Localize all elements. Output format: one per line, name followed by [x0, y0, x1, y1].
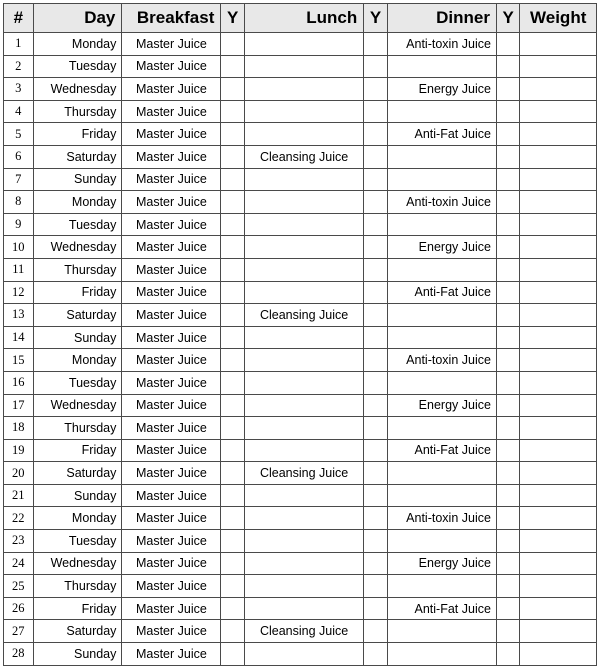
dinner-check-cell[interactable]: [496, 575, 519, 598]
dinner-check-cell[interactable]: [496, 462, 519, 485]
breakfast-check-cell[interactable]: [221, 123, 244, 146]
lunch-cell[interactable]: [244, 123, 363, 146]
lunch-check-cell[interactable]: [364, 213, 387, 236]
table-row: [4, 394, 597, 417]
row-number-cell: 16: [4, 371, 34, 394]
breakfast-check-cell[interactable]: [221, 258, 244, 281]
lunch-cell[interactable]: Cleansing Juice: [244, 304, 363, 327]
dinner-check-cell[interactable]: [496, 326, 519, 349]
breakfast-cell[interactable]: Master Juice: [122, 643, 221, 666]
breakfast-check-cell[interactable]: [221, 100, 244, 123]
dinner-check-cell[interactable]: [496, 371, 519, 394]
table-row: [4, 78, 597, 101]
day-cell: Monday: [33, 349, 122, 372]
weight-cell[interactable]: [520, 552, 597, 575]
lunch-check-cell[interactable]: [364, 620, 387, 643]
day-cell: Wednesday: [33, 236, 122, 259]
breakfast-check-cell[interactable]: [221, 484, 244, 507]
breakfast-check-cell[interactable]: [221, 213, 244, 236]
row-number-cell: 12: [4, 281, 34, 304]
dinner-cell[interactable]: Anti-Fat Juice: [387, 123, 496, 146]
breakfast-check-cell[interactable]: [221, 33, 244, 56]
lunch-cell[interactable]: [244, 168, 363, 191]
row-number-cell: 2: [4, 55, 34, 78]
weight-cell[interactable]: [520, 462, 597, 485]
dinner-check-cell[interactable]: [496, 55, 519, 78]
header-dinner-check: Y: [496, 4, 519, 33]
lunch-cell[interactable]: [244, 597, 363, 620]
breakfast-cell[interactable]: Master Juice: [122, 258, 221, 281]
dinner-cell[interactable]: Energy Juice: [387, 78, 496, 101]
day-cell: Monday: [33, 33, 122, 56]
dinner-check-cell[interactable]: [496, 484, 519, 507]
row-number-cell: 3: [4, 78, 34, 101]
dinner-cell[interactable]: Anti-toxin Juice: [387, 349, 496, 372]
dinner-cell[interactable]: [387, 304, 496, 327]
dinner-check-cell[interactable]: [496, 168, 519, 191]
table-row: [4, 530, 597, 553]
header-day: Day: [33, 4, 122, 33]
breakfast-cell[interactable]: Master Juice: [122, 33, 221, 56]
day-cell: Thursday: [33, 100, 122, 123]
breakfast-cell[interactable]: Master Juice: [122, 530, 221, 553]
lunch-check-cell[interactable]: [364, 100, 387, 123]
breakfast-check-cell[interactable]: [221, 349, 244, 372]
dinner-check-cell[interactable]: [496, 304, 519, 327]
table-row: [4, 326, 597, 349]
row-number-cell: 6: [4, 145, 34, 168]
table-row: [4, 484, 597, 507]
day-cell: Friday: [33, 597, 122, 620]
breakfast-check-cell[interactable]: [221, 507, 244, 530]
lunch-cell[interactable]: [244, 394, 363, 417]
header-number: #: [4, 4, 34, 33]
row-number-cell: 1: [4, 33, 34, 56]
row-number-cell: 13: [4, 304, 34, 327]
lunch-check-cell[interactable]: [364, 462, 387, 485]
weight-cell[interactable]: [520, 371, 597, 394]
lunch-check-cell[interactable]: [364, 281, 387, 304]
table-row: [4, 168, 597, 191]
row-number-cell: 26: [4, 597, 34, 620]
lunch-cell[interactable]: [244, 100, 363, 123]
day-cell: Tuesday: [33, 371, 122, 394]
dinner-check-cell[interactable]: [496, 417, 519, 440]
row-number-cell: 17: [4, 394, 34, 417]
day-cell: Friday: [33, 439, 122, 462]
dinner-cell[interactable]: [387, 371, 496, 394]
breakfast-check-cell[interactable]: [221, 326, 244, 349]
breakfast-check-cell[interactable]: [221, 575, 244, 598]
table-row: [4, 258, 597, 281]
table-row: [4, 304, 597, 327]
dinner-cell[interactable]: Anti-Fat Juice: [387, 281, 496, 304]
lunch-check-cell[interactable]: [364, 371, 387, 394]
breakfast-check-cell[interactable]: [221, 417, 244, 440]
weight-cell[interactable]: [520, 100, 597, 123]
breakfast-check-cell[interactable]: [221, 597, 244, 620]
day-cell: Sunday: [33, 326, 122, 349]
dinner-cell[interactable]: [387, 417, 496, 440]
table-row: [4, 417, 597, 440]
lunch-cell[interactable]: [244, 643, 363, 666]
lunch-check-cell[interactable]: [364, 349, 387, 372]
weight-cell[interactable]: [520, 530, 597, 553]
row-number-cell: 18: [4, 417, 34, 440]
breakfast-cell[interactable]: Master Juice: [122, 439, 221, 462]
weight-cell[interactable]: [520, 620, 597, 643]
meal-plan-table: [3, 3, 597, 666]
table-row: [4, 575, 597, 598]
dinner-check-cell[interactable]: [496, 643, 519, 666]
breakfast-check-cell[interactable]: [221, 145, 244, 168]
breakfast-check-cell[interactable]: [221, 191, 244, 214]
day-cell: Thursday: [33, 417, 122, 440]
dinner-check-cell[interactable]: [496, 597, 519, 620]
weight-cell[interactable]: [520, 643, 597, 666]
dinner-check-cell[interactable]: [496, 258, 519, 281]
breakfast-cell[interactable]: Master Juice: [122, 55, 221, 78]
dinner-check-cell[interactable]: [496, 236, 519, 259]
breakfast-check-cell[interactable]: [221, 439, 244, 462]
header-weight: Weight: [520, 4, 597, 33]
row-number-cell: 23: [4, 530, 34, 553]
lunch-check-cell[interactable]: [364, 530, 387, 553]
lunch-check-cell[interactable]: [364, 326, 387, 349]
dinner-cell[interactable]: [387, 100, 496, 123]
lunch-check-cell[interactable]: [364, 191, 387, 214]
breakfast-cell[interactable]: Master Juice: [122, 417, 221, 440]
breakfast-check-cell[interactable]: [221, 462, 244, 485]
weight-cell[interactable]: [520, 281, 597, 304]
table-row: [4, 439, 597, 462]
day-cell: Saturday: [33, 304, 122, 327]
dinner-cell[interactable]: Anti-toxin Juice: [387, 507, 496, 530]
breakfast-check-cell[interactable]: [221, 530, 244, 553]
dinner-cell[interactable]: [387, 55, 496, 78]
lunch-cell[interactable]: [244, 417, 363, 440]
row-number-cell: 25: [4, 575, 34, 598]
dinner-cell[interactable]: Anti-toxin Juice: [387, 33, 496, 56]
lunch-check-cell[interactable]: [364, 552, 387, 575]
lunch-cell[interactable]: [244, 78, 363, 101]
day-cell: Wednesday: [33, 78, 122, 101]
lunch-check-cell[interactable]: [364, 394, 387, 417]
dinner-check-cell[interactable]: [496, 191, 519, 214]
lunch-cell[interactable]: [244, 349, 363, 372]
day-cell: Thursday: [33, 258, 122, 281]
breakfast-cell[interactable]: Master Juice: [122, 168, 221, 191]
weight-cell[interactable]: [520, 597, 597, 620]
dinner-cell[interactable]: Energy Juice: [387, 552, 496, 575]
table-row: [4, 145, 597, 168]
lunch-check-cell[interactable]: [364, 643, 387, 666]
weight-cell[interactable]: [520, 213, 597, 236]
day-cell: Saturday: [33, 462, 122, 485]
day-cell: Friday: [33, 123, 122, 146]
breakfast-check-cell[interactable]: [221, 304, 244, 327]
dinner-cell[interactable]: [387, 462, 496, 485]
weight-cell[interactable]: [520, 191, 597, 214]
weight-cell[interactable]: [520, 417, 597, 440]
lunch-cell[interactable]: [244, 33, 363, 56]
lunch-cell[interactable]: [244, 484, 363, 507]
lunch-cell[interactable]: [244, 55, 363, 78]
lunch-check-cell[interactable]: [364, 168, 387, 191]
dinner-check-cell[interactable]: [496, 530, 519, 553]
table-row: [4, 643, 597, 666]
day-cell: Tuesday: [33, 213, 122, 236]
dinner-cell[interactable]: Energy Juice: [387, 394, 496, 417]
lunch-check-cell[interactable]: [364, 258, 387, 281]
breakfast-cell[interactable]: Master Juice: [122, 349, 221, 372]
day-cell: Monday: [33, 507, 122, 530]
day-cell: Sunday: [33, 484, 122, 507]
table-row: [4, 55, 597, 78]
lunch-cell[interactable]: [244, 326, 363, 349]
dinner-check-cell[interactable]: [496, 145, 519, 168]
lunch-check-cell[interactable]: [364, 417, 387, 440]
day-cell: Sunday: [33, 643, 122, 666]
dinner-cell[interactable]: Energy Juice: [387, 236, 496, 259]
dinner-cell[interactable]: [387, 145, 496, 168]
table-body: [4, 33, 597, 666]
breakfast-check-cell[interactable]: [221, 55, 244, 78]
day-cell: Sunday: [33, 168, 122, 191]
lunch-cell[interactable]: [244, 213, 363, 236]
weight-cell[interactable]: [520, 507, 597, 530]
day-cell: Wednesday: [33, 394, 122, 417]
breakfast-cell[interactable]: Master Juice: [122, 145, 221, 168]
weight-cell[interactable]: [520, 304, 597, 327]
row-number-cell: 11: [4, 258, 34, 281]
lunch-cell[interactable]: [244, 552, 363, 575]
row-number-cell: 27: [4, 620, 34, 643]
table-row: [4, 552, 597, 575]
dinner-cell[interactable]: [387, 213, 496, 236]
lunch-check-cell[interactable]: [364, 78, 387, 101]
lunch-check-cell[interactable]: [364, 575, 387, 598]
weight-cell[interactable]: [520, 33, 597, 56]
dinner-cell[interactable]: Anti-Fat Juice: [387, 597, 496, 620]
dinner-cell[interactable]: [387, 575, 496, 598]
table-row: [4, 620, 597, 643]
lunch-cell[interactable]: [244, 575, 363, 598]
day-cell: Friday: [33, 281, 122, 304]
lunch-check-cell[interactable]: [364, 145, 387, 168]
lunch-cell[interactable]: [244, 371, 363, 394]
lunch-cell[interactable]: [244, 191, 363, 214]
dinner-check-cell[interactable]: [496, 33, 519, 56]
dinner-check-cell[interactable]: [496, 394, 519, 417]
breakfast-cell[interactable]: Master Juice: [122, 213, 221, 236]
weight-cell[interactable]: [520, 123, 597, 146]
row-number-cell: 7: [4, 168, 34, 191]
breakfast-check-cell[interactable]: [221, 78, 244, 101]
lunch-check-cell[interactable]: [364, 439, 387, 462]
day-cell: Thursday: [33, 575, 122, 598]
dinner-cell[interactable]: [387, 168, 496, 191]
weight-cell[interactable]: [520, 55, 597, 78]
breakfast-cell[interactable]: Master Juice: [122, 620, 221, 643]
table-header: [4, 4, 597, 33]
breakfast-check-cell[interactable]: [221, 552, 244, 575]
lunch-check-cell[interactable]: [364, 33, 387, 56]
lunch-check-cell[interactable]: [364, 55, 387, 78]
weight-cell[interactable]: [520, 326, 597, 349]
row-number-cell: 4: [4, 100, 34, 123]
dinner-check-cell[interactable]: [496, 552, 519, 575]
lunch-check-cell[interactable]: [364, 236, 387, 259]
lunch-cell[interactable]: [244, 507, 363, 530]
table-row: [4, 33, 597, 56]
dinner-cell[interactable]: Anti-Fat Juice: [387, 439, 496, 462]
breakfast-cell[interactable]: Master Juice: [122, 394, 221, 417]
table-row: [4, 597, 597, 620]
dinner-cell[interactable]: [387, 326, 496, 349]
lunch-cell[interactable]: [244, 439, 363, 462]
breakfast-cell[interactable]: Master Juice: [122, 78, 221, 101]
dinner-cell[interactable]: [387, 530, 496, 553]
header-row: [4, 4, 597, 33]
dinner-check-cell[interactable]: [496, 78, 519, 101]
row-number-cell: 20: [4, 462, 34, 485]
row-number-cell: 15: [4, 349, 34, 372]
breakfast-check-cell[interactable]: [221, 643, 244, 666]
breakfast-cell[interactable]: Master Juice: [122, 326, 221, 349]
weight-cell[interactable]: [520, 575, 597, 598]
weight-cell[interactable]: [520, 145, 597, 168]
breakfast-cell[interactable]: Master Juice: [122, 123, 221, 146]
dinner-check-cell[interactable]: [496, 213, 519, 236]
lunch-check-cell[interactable]: [364, 507, 387, 530]
lunch-cell[interactable]: Cleansing Juice: [244, 620, 363, 643]
breakfast-cell[interactable]: Master Juice: [122, 484, 221, 507]
breakfast-cell[interactable]: Master Juice: [122, 304, 221, 327]
table-row: [4, 371, 597, 394]
weight-cell[interactable]: [520, 258, 597, 281]
row-number-cell: 9: [4, 213, 34, 236]
lunch-cell[interactable]: [244, 281, 363, 304]
table-row: [4, 123, 597, 146]
dinner-check-cell[interactable]: [496, 439, 519, 462]
weight-cell[interactable]: [520, 78, 597, 101]
dinner-check-cell[interactable]: [496, 620, 519, 643]
header-dinner: Dinner: [387, 4, 496, 33]
day-cell: Wednesday: [33, 552, 122, 575]
dinner-check-cell[interactable]: [496, 281, 519, 304]
lunch-cell[interactable]: [244, 258, 363, 281]
weight-cell[interactable]: [520, 484, 597, 507]
weight-cell[interactable]: [520, 349, 597, 372]
breakfast-cell[interactable]: Master Juice: [122, 236, 221, 259]
lunch-check-cell[interactable]: [364, 123, 387, 146]
table-row: [4, 507, 597, 530]
dinner-cell[interactable]: [387, 643, 496, 666]
weight-cell[interactable]: [520, 394, 597, 417]
dinner-check-cell[interactable]: [496, 123, 519, 146]
breakfast-cell[interactable]: Master Juice: [122, 281, 221, 304]
table-row: [4, 349, 597, 372]
breakfast-cell[interactable]: Master Juice: [122, 100, 221, 123]
lunch-cell[interactable]: Cleansing Juice: [244, 145, 363, 168]
weight-cell[interactable]: [520, 236, 597, 259]
day-cell: Tuesday: [33, 530, 122, 553]
breakfast-cell[interactable]: Master Juice: [122, 552, 221, 575]
row-number-cell: 5: [4, 123, 34, 146]
breakfast-check-cell[interactable]: [221, 281, 244, 304]
header-breakfast: Breakfast: [122, 4, 221, 33]
lunch-check-cell[interactable]: [364, 304, 387, 327]
lunch-cell[interactable]: [244, 530, 363, 553]
dinner-cell[interactable]: [387, 258, 496, 281]
weight-cell[interactable]: [520, 168, 597, 191]
day-cell: Saturday: [33, 145, 122, 168]
table-row: [4, 213, 597, 236]
dinner-check-cell[interactable]: [496, 349, 519, 372]
meal-plan-table-container: [3, 3, 597, 666]
breakfast-check-cell[interactable]: [221, 620, 244, 643]
dinner-cell[interactable]: Anti-toxin Juice: [387, 191, 496, 214]
weight-cell[interactable]: [520, 439, 597, 462]
header-lunch-check: Y: [364, 4, 387, 33]
breakfast-check-cell[interactable]: [221, 394, 244, 417]
row-number-cell: 19: [4, 439, 34, 462]
day-cell: Monday: [33, 191, 122, 214]
breakfast-cell[interactable]: Master Juice: [122, 507, 221, 530]
breakfast-cell[interactable]: Master Juice: [122, 191, 221, 214]
lunch-cell[interactable]: Cleansing Juice: [244, 462, 363, 485]
day-cell: Saturday: [33, 620, 122, 643]
row-number-cell: 21: [4, 484, 34, 507]
header-lunch: Lunch: [244, 4, 363, 33]
breakfast-cell[interactable]: Master Juice: [122, 575, 221, 598]
breakfast-cell[interactable]: Master Juice: [122, 597, 221, 620]
row-number-cell: 8: [4, 191, 34, 214]
breakfast-check-cell[interactable]: [221, 168, 244, 191]
table-row: [4, 462, 597, 485]
lunch-cell[interactable]: [244, 236, 363, 259]
table-row: [4, 100, 597, 123]
breakfast-check-cell[interactable]: [221, 371, 244, 394]
row-number-cell: 14: [4, 326, 34, 349]
lunch-check-cell[interactable]: [364, 597, 387, 620]
row-number-cell: 22: [4, 507, 34, 530]
header-breakfast-check: Y: [221, 4, 244, 33]
table-row: [4, 281, 597, 304]
row-number-cell: 28: [4, 643, 34, 666]
dinner-check-cell[interactable]: [496, 507, 519, 530]
dinner-cell[interactable]: [387, 484, 496, 507]
dinner-cell[interactable]: [387, 620, 496, 643]
row-number-cell: 24: [4, 552, 34, 575]
breakfast-cell[interactable]: Master Juice: [122, 462, 221, 485]
breakfast-check-cell[interactable]: [221, 236, 244, 259]
lunch-check-cell[interactable]: [364, 484, 387, 507]
breakfast-cell[interactable]: Master Juice: [122, 371, 221, 394]
table-row: [4, 236, 597, 259]
day-cell: Tuesday: [33, 55, 122, 78]
table-row: [4, 191, 597, 214]
row-number-cell: 10: [4, 236, 34, 259]
dinner-check-cell[interactable]: [496, 100, 519, 123]
